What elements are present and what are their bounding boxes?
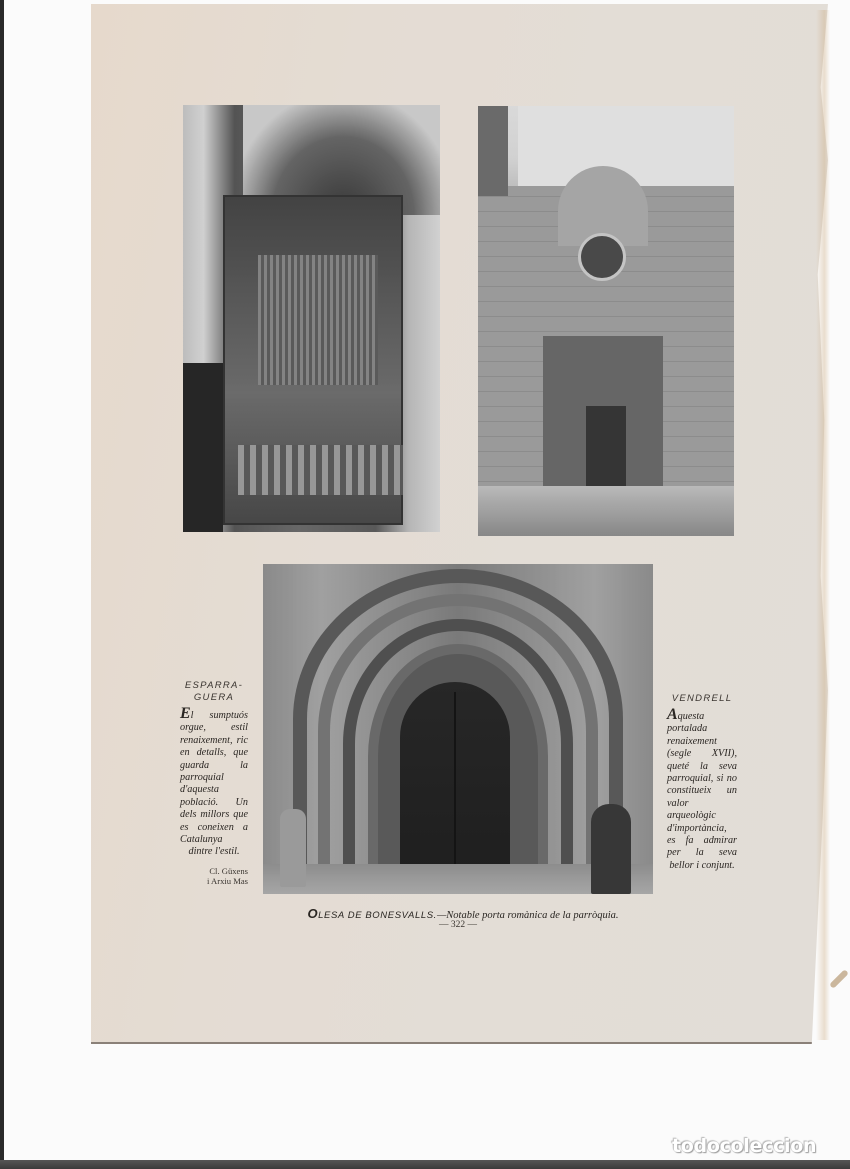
place-initial: O xyxy=(307,906,319,921)
church-door xyxy=(586,406,626,496)
caption-vendrell xyxy=(667,693,737,872)
plaza-ground xyxy=(478,486,734,536)
drop-cap: E xyxy=(180,705,191,722)
caption-body xyxy=(180,705,248,859)
caption-title xyxy=(180,680,248,704)
watermark-logo: todocoleccion xyxy=(672,1135,817,1157)
caption-text: questa portalada renaixement (segle XVII), queté la seva parroquial, si no constitueix un valor arqueològic d'importància, es fa admirar per la seva bellor i conjunt. xyxy=(667,711,737,871)
scan-bottom-edge xyxy=(0,1160,850,1169)
caption-body xyxy=(667,706,737,872)
page-number: — 322 — xyxy=(439,920,477,930)
credit-line2: i Arxiu Mas xyxy=(206,875,248,886)
caption-esparraguera xyxy=(180,680,248,886)
organ-balcony xyxy=(238,445,403,495)
caption-place xyxy=(307,906,437,921)
place-name: LESA DE BONESVALLS. xyxy=(318,910,437,921)
organ-pipes xyxy=(258,255,378,385)
rose-window xyxy=(578,233,626,281)
caption-title-line1: ESPARRA- xyxy=(184,680,244,691)
paper-tear xyxy=(829,969,849,989)
caption-olesa xyxy=(263,906,663,921)
side-arch xyxy=(183,363,223,532)
portal-door xyxy=(400,682,510,870)
photo-credit xyxy=(180,866,248,886)
caption-title-line2: GUERA xyxy=(193,692,235,703)
person-right xyxy=(591,804,631,894)
caption-description: —Notable porta romànica de la parròquia. xyxy=(436,910,619,921)
credit-line1: Cl. Güxens xyxy=(209,865,248,876)
photo-facade-vendrell xyxy=(478,106,734,536)
caption-text: l sumptuós orgue, estil renaixement, ric en detalls, que guarda la parroquial d'aquesta població. Un dels millors que es coneixen a Catalunya dintre l'estil. xyxy=(180,710,248,858)
caption-title: VENDRELL xyxy=(671,693,733,704)
bell-tower xyxy=(478,106,508,196)
photo-organ-esparraguera xyxy=(183,105,440,532)
scan-left-edge xyxy=(0,0,4,1169)
drop-cap: A xyxy=(667,706,678,723)
person-left xyxy=(280,809,306,887)
photo-portal-olesa xyxy=(263,564,653,894)
